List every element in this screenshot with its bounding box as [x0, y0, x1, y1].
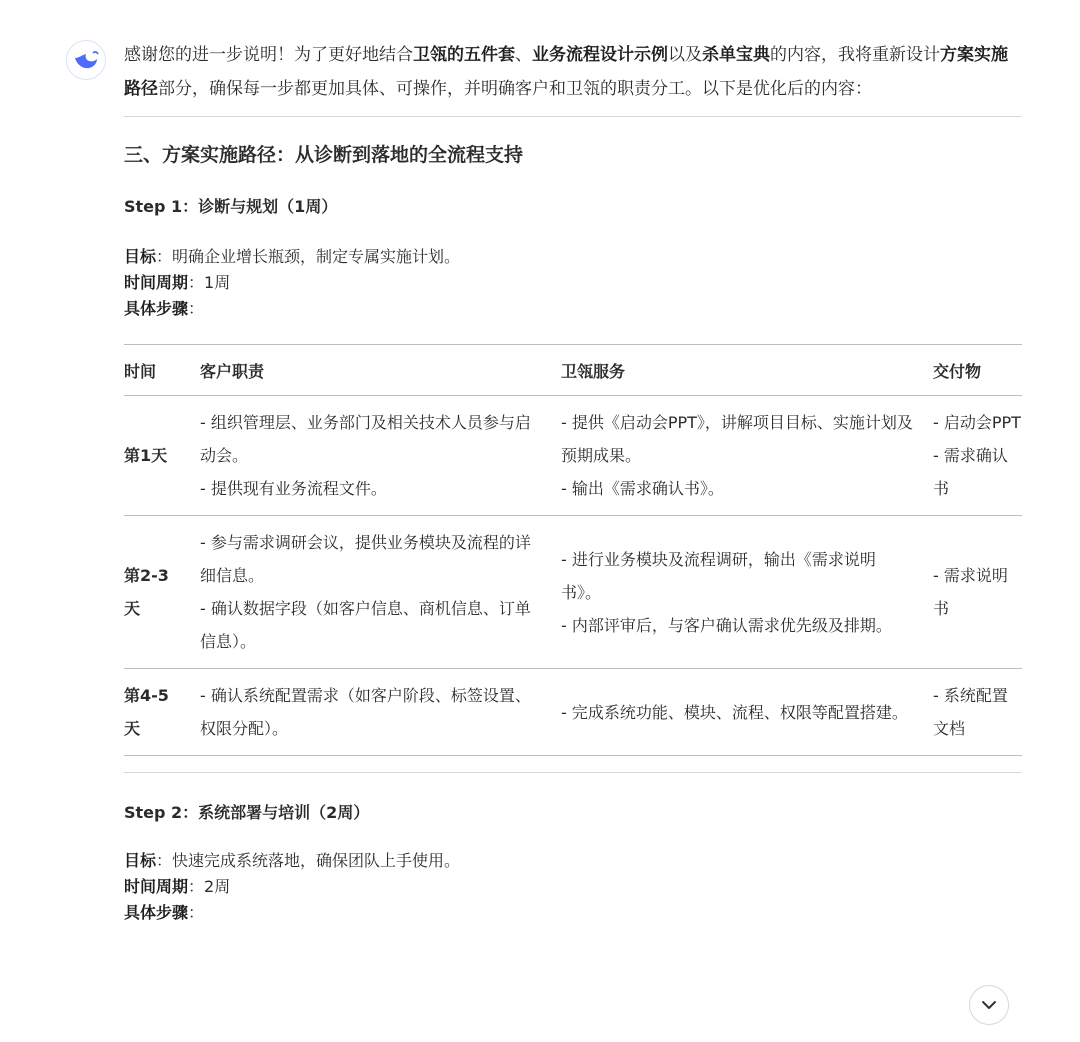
header-deliverable: 交付物	[933, 361, 982, 381]
step1-meta	[124, 244, 1022, 322]
table-header-row	[124, 345, 1022, 396]
goal-text: ：明确企业增长瓶颈，制定专属实施计划。	[156, 247, 461, 266]
header-time: 时间	[124, 361, 157, 381]
steps-label: 具体步骤	[124, 299, 189, 318]
intro-text: 部分，确保每一步都更加具体、可操作，并明确客户和卫瓴的职责分工。以下是优化后的内容：	[158, 79, 872, 99]
steps-colon: ：	[188, 903, 205, 922]
step1-title: Step 1：诊断与规划（1周）	[124, 197, 338, 216]
intro-bold-text: 卫瓴的五件套	[413, 45, 515, 65]
deepseek-whale-icon	[73, 49, 99, 71]
step2-meta	[124, 848, 1022, 926]
row-service: - 进行业务模块及流程调研，输出《需求说明书》。 - 内部评审后，与客户确认需求优先级及排期。	[561, 549, 892, 635]
row-client: - 组织管理层、业务部门及相关技术人员参与启动会。 - 提供现有业务流程文件。	[200, 413, 531, 498]
row-deliverable: - 系统配置文档	[933, 686, 1008, 738]
intro-text: 感谢您的进一步说明！为了更好地结合	[124, 45, 413, 65]
row-client: - 参与需求调研会议，提供业务模块及流程的详细信息。 - 确认数据字段（如客户信息、商机信息、订单信息）。	[200, 533, 531, 651]
intro-text: 的内容，我将重新设计	[770, 45, 940, 65]
divider	[124, 772, 1022, 773]
row-deliverable: - 需求说明书	[933, 566, 1008, 618]
divider	[124, 116, 1022, 117]
intro-paragraph	[124, 38, 1022, 106]
scroll-to-bottom-button[interactable]	[969, 985, 1009, 1025]
period-label: 时间周期	[124, 877, 189, 896]
row-service: - 提供《启动会PPT》，讲解项目目标、实施计划及预期成果。 - 输出《需求确认书》。	[561, 413, 913, 498]
goal-label: 目标	[124, 851, 157, 870]
intro-bold-text: 方案实施路径	[124, 45, 1008, 99]
period-label: 时间周期	[124, 273, 189, 292]
intro-bold-text: 杀单宝典	[702, 45, 770, 65]
row-time: 第2-3天	[124, 566, 169, 618]
steps-label: 具体步骤	[124, 903, 189, 922]
row-service: - 完成系统功能、模块、流程、权限等配置搭建。	[561, 702, 908, 722]
steps-colon: ：	[188, 299, 205, 318]
step2-title: Step 2：系统部署与培训（2周）	[124, 803, 370, 822]
period-text: ：2周	[188, 877, 231, 896]
intro-text: 以及	[668, 45, 702, 65]
table-row	[124, 396, 1022, 516]
table-row	[124, 516, 1022, 669]
goal-label: 目标	[124, 247, 157, 266]
period-text: ：1周	[188, 273, 231, 292]
header-client: 客户职责	[200, 361, 265, 381]
section-title: 三、方案实施路径：从诊断到落地的全流程支持	[124, 144, 524, 166]
assistant-avatar	[66, 40, 106, 80]
row-time: 第4-5天	[124, 686, 169, 738]
header-service: 卫瓴服务	[561, 361, 626, 381]
intro-text: 、	[515, 45, 532, 65]
goal-text: ：快速完成系统落地，确保团队上手使用。	[156, 851, 461, 870]
row-client: - 确认系统配置需求（如客户阶段、标签设置、权限分配）。	[200, 686, 531, 738]
table-row	[124, 669, 1022, 756]
plan-table	[124, 344, 1022, 756]
chevron-down-icon	[981, 1000, 997, 1010]
assistant-message	[124, 38, 1022, 926]
row-deliverable: - 启动会PPT - 需求确认书	[933, 413, 1021, 498]
row-time: 第1天	[124, 446, 168, 465]
intro-bold-text: 业务流程设计示例	[532, 45, 668, 65]
